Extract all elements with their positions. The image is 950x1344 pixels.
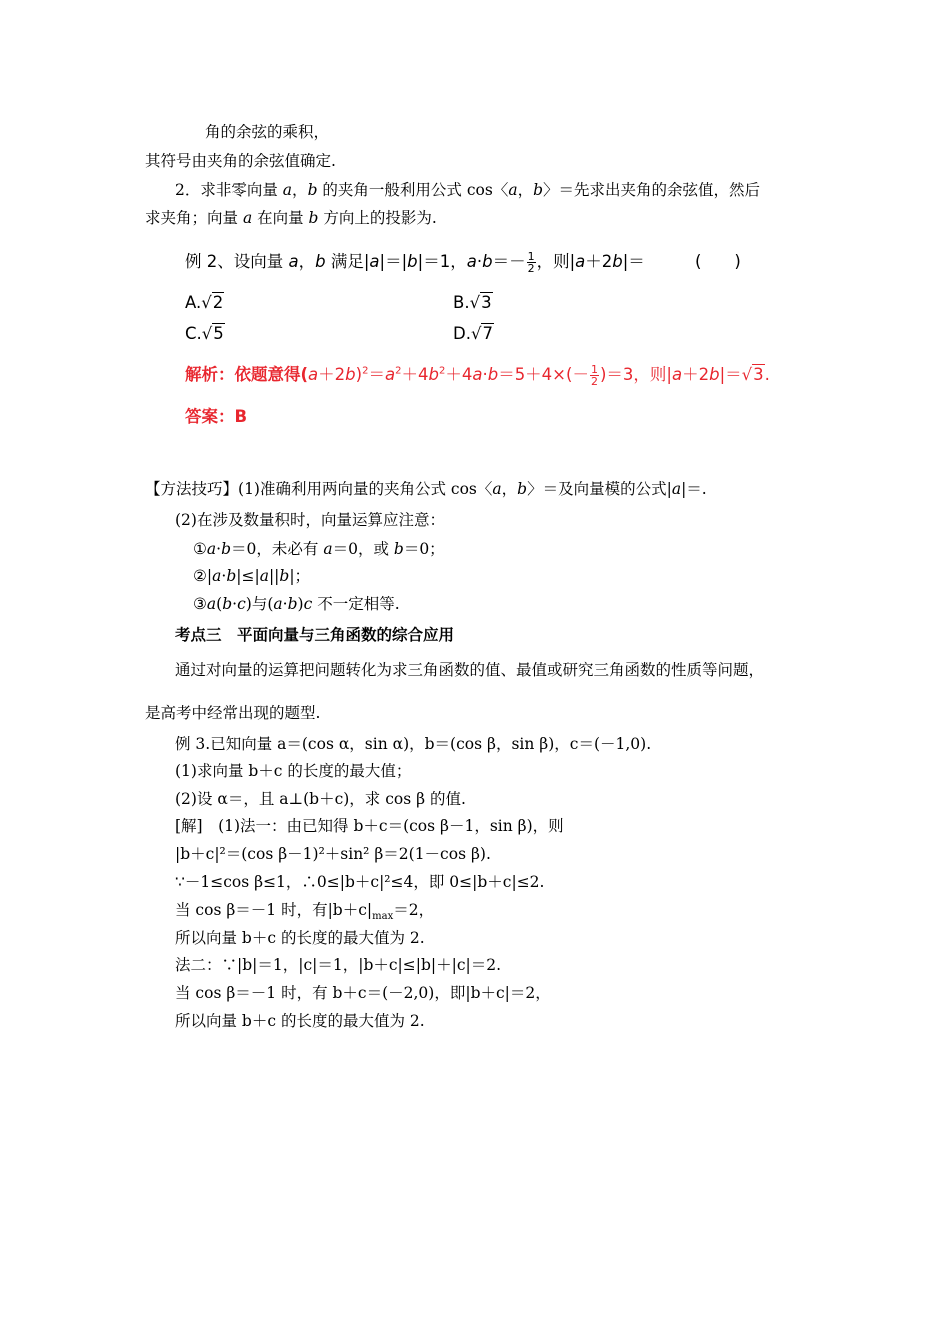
text-line-2: 其符号由夹角的余弦值确定. — [145, 152, 336, 170]
example3-line-6: ∵－1≤cos β≤1，∴0≤|b＋c|²≤4，即 0≤|b＋c|≤2. — [175, 873, 545, 891]
example3-line-8: 所以向量 b＋c 的长度的最大值为 2. — [175, 929, 425, 947]
example2-answer: 答案：B — [185, 407, 248, 426]
section-paragraph-line-1: 通过对向量的运算把问题转化为求三角函数的值、最值或研究三角函数的性质等问题， — [175, 661, 765, 679]
fraction-one-half: $\frac{1}{2}$ — [527, 250, 535, 275]
example3-line-9: 法二：∵|b|＝1，|c|＝1，|b＋c|≤|b|＋|c|＝2. — [175, 956, 502, 974]
option-a: A.√2 — [185, 293, 224, 312]
example3-line-5: |b＋c|²＝(cos β－1)²＋sin² β＝2(1－cos β). — [175, 845, 491, 863]
option-d: D.√7 — [453, 324, 493, 343]
option-c: C.√5 — [185, 324, 224, 343]
text-line-3: 2．求非零向量 a，b 的夹角一般利用公式 cos〈a，b〉＝先求出夹角的余弦值，然后 — [175, 181, 761, 199]
method-line-1: 【方法技巧】(1)准确利用两向量的夹角公式 cos〈a，b〉＝及向量模的公式|a|＝. — [145, 480, 707, 498]
example3-line-3: (2)设 α＝，且 a⊥(b＋c)，求 cos β 的值. — [175, 790, 466, 808]
section-paragraph-line-2: 是高考中经常出现的题型. — [145, 704, 321, 722]
method-line-2: (2)在涉及数量积时，向量运算应注意： — [175, 511, 445, 529]
text-line-4: 求夹角；向量 a 在向量 b 方向上的投影为. — [145, 209, 437, 227]
answer-parentheses: ( ) — [695, 252, 741, 271]
method-line-4: ②|a·b|≤|a||b|； — [193, 567, 311, 585]
example3-line-4: [解] (1)法一：由已知得 b＋c＝(cos β－1，sin β)，则 — [175, 817, 564, 835]
example2-stem: 例 2、设向量 a，b 满足|a|＝|b|＝1，a·b＝－ $\frac{1}{2}$ ，则|a＋2b|＝ — [185, 250, 645, 275]
method-line-5: ③a(b·c)与(a·b)c 不一定相等. — [193, 595, 400, 613]
example3-line-1: 例 3.已知向量 a＝(cos α，sin α)，b＝(cos β，sin β)，c＝(－1,0). — [175, 735, 652, 753]
example2-analysis: 解析：依题意得$(a+2b)^2=a^2+4b^2+4a\cdot b=5+4\times(-$ $\frac{1}{2}$ )＝3，则|a＋2b|＝√3. — [185, 363, 770, 388]
example3-line-7: 当 cos β＝－1 时，有$|b+c|_{max}=2$， — [175, 901, 435, 923]
text-line-1: 角的余弦的乘积， — [205, 123, 330, 141]
example3-line-2: (1)求向量 b＋c 的长度的最大值； — [175, 762, 412, 780]
example3-line-11: 所以向量 b＋c 的长度的最大值为 2. — [175, 1012, 425, 1030]
section-title: 考点三 平面向量与三角函数的综合应用 — [175, 626, 455, 644]
method-heading: 【方法技巧】 — [145, 480, 239, 498]
option-b: B.√3 — [453, 293, 492, 312]
example3-line-10: 当 cos β＝－1 时，有 b＋c＝(－2,0)，即|b＋c|＝2， — [175, 984, 551, 1002]
method-line-3: ①a·b＝0，未必有 a＝0，或 b＝0； — [193, 540, 445, 558]
